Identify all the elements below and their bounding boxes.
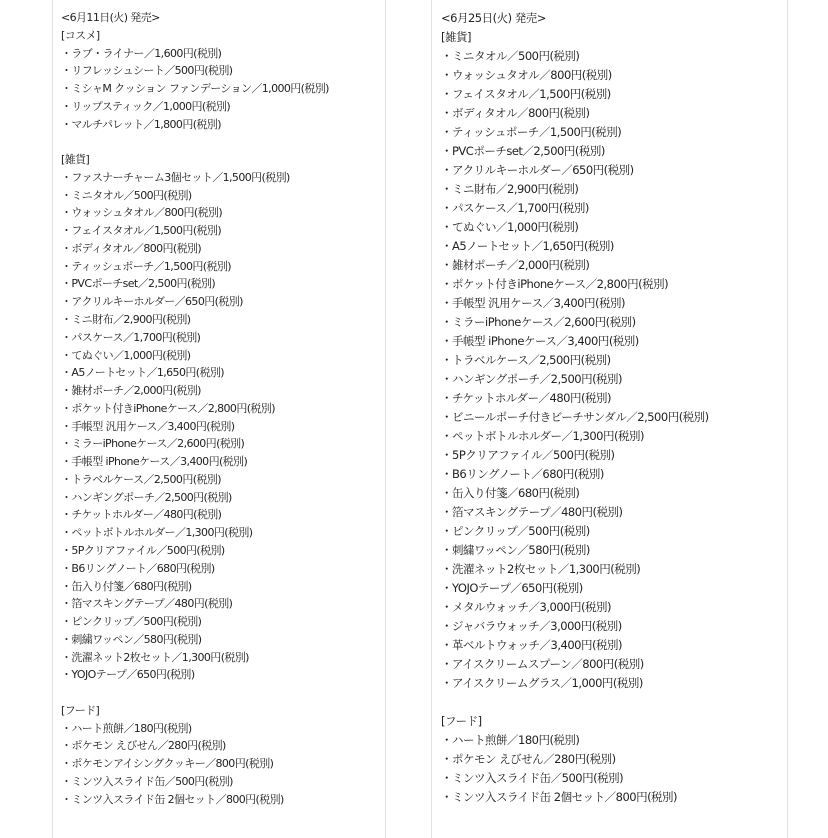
list-item: ・手帳型 iPhoneケース／3,400円(税別): [441, 334, 639, 348]
list-item: ・革ベルトウォッチ／3,400円(税別): [441, 638, 622, 652]
column-content: [441, 9, 709, 807]
list-item: ・ラブ・ライナー／1,600円(税別): [61, 46, 222, 60]
list-item: ・PVCポーチset／2,500円(税別): [61, 277, 216, 291]
list-item: ・ミシャM クッション ファンデーション／1,000円(税別): [61, 82, 329, 96]
list-item: ・A5ノートセット／1,650円(税別): [441, 239, 614, 253]
release-list-june-11: [52, 0, 386, 838]
list-item: ・箔マスキングテープ／480円(税別): [61, 597, 233, 611]
list-item: ・YOJOテープ／650円(税別): [441, 581, 583, 595]
list-item: ・ペットボトルホルダー／1,300円(税別): [61, 526, 253, 540]
list-item: ・アイスクリームグラス／1,000円(税別): [441, 676, 643, 690]
spacer: [61, 133, 329, 151]
category-heading: [雑貨]: [441, 30, 471, 44]
list-item: ・刺繍ワッペン／580円(税別): [61, 632, 202, 646]
list-item: ・B6リングノート／680円(税別): [441, 467, 604, 481]
list-item: ・5Pクリアファイル／500円(税別): [61, 543, 225, 557]
list-item: ・ハート煎餅／180円(税別): [61, 721, 192, 735]
list-item: ・ピンクリップ／500円(税別): [61, 615, 202, 629]
list-item: ・箔マスキングテープ／480円(税別): [441, 505, 623, 519]
category-heading: [コスメ]: [61, 28, 100, 42]
list-item: ・ポケモン えびせん／280円(税別): [61, 739, 226, 753]
list-item: ・缶入り付箋／680円(税別): [441, 486, 580, 500]
list-item: ・ミンツ入スライド缶／500円(税別): [441, 771, 624, 785]
category-heading: [雑貨]: [61, 153, 90, 167]
list-item: ・手帳型 汎用ケース／3,400円(税別): [61, 419, 235, 433]
list-item: ・ミニタオル／500円(税別): [441, 49, 580, 63]
list-item: ・ピンクリップ／500円(税別): [441, 524, 590, 538]
list-item: ・リフレッシュシート／500円(税別): [61, 64, 233, 78]
list-item: ・メタルウォッチ／3,000円(税別): [441, 600, 611, 614]
list-item: ・ミニ財布／2,900円(税別): [61, 313, 191, 327]
list-item: ・ボディタオル／800円(税別): [441, 106, 590, 120]
list-item: ・フェイスタオル／1,500円(税別): [61, 224, 222, 238]
list-item: ・ウォッシュタオル／800円(税別): [441, 68, 612, 82]
spacer: [441, 693, 709, 712]
list-item: ・A5ノートセット／1,650円(税別): [61, 366, 224, 380]
release-list-june-25: [431, 0, 788, 838]
list-item: ・フェイスタオル／1,500円(税別): [441, 87, 611, 101]
list-item: ・リップスティック／1,000円(税別): [61, 99, 231, 113]
list-item: ・ハンギングポーチ／2,500円(税別): [61, 490, 232, 504]
list-item: ・雑材ポーチ／2,000円(税別): [441, 258, 590, 272]
list-item: ・アイスクリームスプーン／800円(税別): [441, 657, 644, 671]
release-date-heading: <6月11日(火) 発売>: [61, 11, 160, 24]
list-item: ・ビニールポーチ付きビーチサンダル／2,500円(税別): [441, 410, 709, 424]
list-item: ・ボディタオル／800円(税別): [61, 241, 202, 255]
list-item: ・アクリルキーホルダー／650円(税別): [441, 163, 634, 177]
list-item: ・ティッシュポーチ／1,500円(税別): [441, 125, 622, 139]
list-item: ・ハンギングポーチ／2,500円(税別): [441, 372, 623, 386]
list-item: ・缶入り付箋／680円(税別): [61, 579, 192, 593]
list-item: ・ハート煎餅／180円(税別): [441, 733, 580, 747]
list-item: ・雑材ポーチ／2,000円(税別): [61, 384, 201, 398]
list-item: ・トラベルケース／2,500円(税別): [441, 353, 611, 367]
list-item: ・ポケモンアイシングクッキー／800円(税別): [61, 757, 274, 771]
list-item: ・ミラーiPhoneケース／2,600円(税別): [441, 315, 636, 329]
list-item: ・ミンツ入スライド缶 2個セット／800円(税別): [61, 792, 284, 806]
list-item: ・パスケース／1,700円(税別): [61, 330, 201, 344]
list-item: ・ミンツ入スライド缶／500円(税別): [61, 774, 233, 788]
list-item: ・ミニタオル／500円(税別): [61, 188, 192, 202]
release-date-heading: <6月25日(火) 発売>: [441, 11, 546, 25]
list-item: ・YOJOテープ／650円(税別): [61, 668, 195, 682]
list-item: ・ミラーiPhoneケース／2,600円(税別): [61, 437, 245, 451]
list-item: ・ジャバラウォッチ／3,000円(税別): [441, 619, 622, 633]
list-item: ・ファスナーチャーム3個セット／1,500円(税別): [61, 170, 290, 184]
list-item: ・B6リングノート／680円(税別): [61, 561, 215, 575]
list-item: ・トラベルケース／2,500円(税別): [61, 472, 221, 486]
list-item: ・洗濯ネット2枚セット／1,300円(税別): [441, 562, 641, 576]
spacer: [61, 684, 329, 702]
list-item: ・ペットボトルホルダー／1,300円(税別): [441, 429, 644, 443]
list-item: ・ポケモン えびせん／280円(税別): [441, 752, 616, 766]
list-item: ・手帳型 iPhoneケース／3,400円(税別): [61, 455, 248, 469]
list-item: ・アクリルキーホルダー／650円(税別): [61, 295, 243, 309]
list-item: ・チケットホルダー／480円(税別): [61, 508, 222, 522]
list-item: ・ポケット付きiPhoneケース／2,800円(税別): [441, 277, 669, 291]
list-item: ・刺繍ワッペン／580円(税別): [441, 543, 590, 557]
list-item: ・ミニ財布／2,900円(税別): [441, 182, 579, 196]
list-item: ・パスケース／1,700円(税別): [441, 201, 589, 215]
column-content: [61, 9, 329, 808]
list-item: ・てぬぐい／1,000円(税別): [61, 348, 191, 362]
list-item: ・ミンツ入スライド缶 2個セット／800円(税別): [441, 790, 678, 804]
list-item: ・てぬぐい／1,000円(税別): [441, 220, 579, 234]
list-item: ・ポケット付きiPhoneケース／2,800円(税別): [61, 401, 275, 415]
list-item: ・チケットホルダー／480円(税別): [441, 391, 611, 405]
list-item: ・ティッシュポーチ／1,500円(税別): [61, 259, 231, 273]
category-heading: [フード]: [441, 714, 482, 728]
list-item: ・マルチパレット／1,800円(税別): [61, 117, 221, 131]
list-item: ・手帳型 汎用ケース／3,400円(税別): [441, 296, 625, 310]
category-heading: [フード]: [61, 703, 100, 717]
list-item: ・5Pクリアファイル／500円(税別): [441, 448, 615, 462]
list-item: ・ウォッシュタオル／800円(税別): [61, 206, 223, 220]
list-item: ・PVCポーチset／2,500円(税別): [441, 144, 605, 158]
list-item: ・洗濯ネット2枚セット／1,300円(税別): [61, 650, 249, 664]
